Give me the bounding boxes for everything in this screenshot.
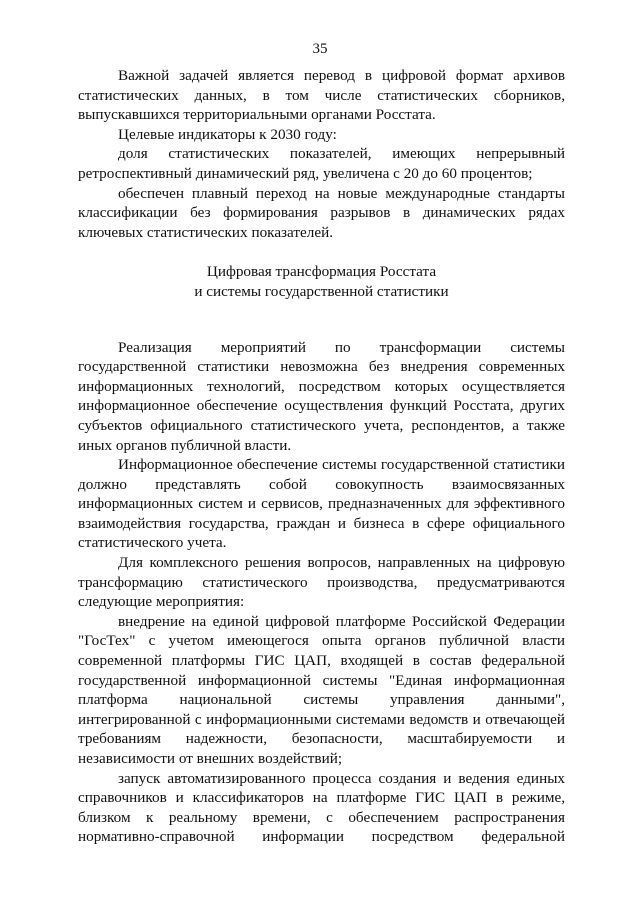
page-number: 35 bbox=[312, 41, 328, 57]
paragraph-information-support: Информационное обеспечение системы государственной статистики должно представлять собой совокупность взаимосвязанных информационных систем и сервисов, предназначенных для эффективного взаимодействия государства, граждан и бизнеса в сфере официального статистического учета. bbox=[78, 456, 565, 552]
paragraph-measure-classifiers: запуск автоматизированного процесса создания и ведения единых справочников и классификаторов на платформе ГИС ЦАП в режиме, близком к реальному времени, с обеспечением распространения нормативно-справочной информации посредством федеральной bbox=[78, 769, 565, 846]
paragraph-implementation: Реализация мероприятий по трансформации системы государственной статистики невозможна без внедрения современных информационных технологий, посредством которых осуществляется информационное обеспечение осуществления функций Росстата, других субъектов официального статистического учета, респондентов, а также иных органов публичной власти. bbox=[78, 338, 565, 454]
section-heading-line-2: и системы государственной статистики bbox=[194, 282, 449, 300]
paragraph-measure-gostech: внедрение на единой цифровой платформе Российской Федерации "ГосТех" с учетом имеющегося опыта органов публичной власти современной платформы ГИС ЦАП, входящей в состав федеральной государственной информационной системы "Единая информационная платформа национальной системы управления данными", интегрированной с информационными системами ведомств и отвечающей требованиям надежности, безопасности, масштабируемости и независимости от внешних воздействий; bbox=[78, 612, 565, 767]
section-heading-line-1: Цифровая трансформация Росстата bbox=[206, 263, 437, 281]
paragraph-target-standards: обеспечен плавный переход на новые международные стандарты классификации без формирования разрывов в динамических рядах ключевых статистических показателей. bbox=[78, 184, 565, 241]
section-heading bbox=[78, 262, 565, 301]
document-body bbox=[78, 66, 565, 847]
paragraph-targets-intro: Целевые индикаторы к 2030 году: bbox=[118, 125, 337, 143]
spacer bbox=[78, 302, 565, 338]
paragraph-measures-intro: Для комплексного решения вопросов, направленных на цифровую трансформацию статистического производства, предусматриваются следующие мероприятия: bbox=[78, 554, 565, 611]
paragraph-target-series: доля статистических показателей, имеющих непрерывный ретроспективный динамический ряд, увеличена с 20 до 60 процентов; bbox=[78, 145, 565, 182]
spacer bbox=[78, 242, 565, 262]
paragraph-archives: Важной задачей является перевод в цифровой формат архивов статистических данных, в том числе статистических сборников, выпускавшихся территориальными органами Росстата. bbox=[78, 67, 565, 124]
